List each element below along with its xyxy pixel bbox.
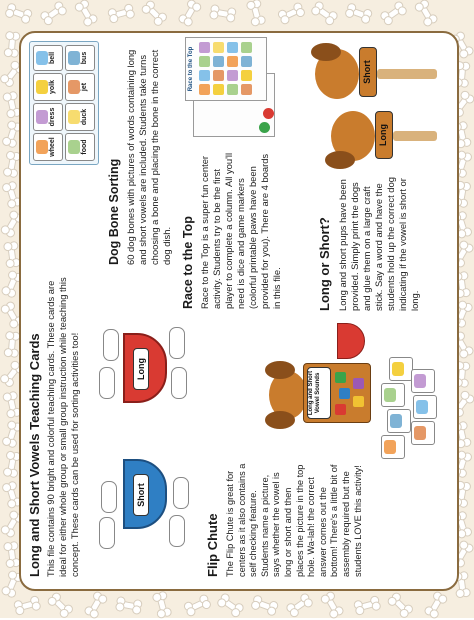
bone-card	[103, 329, 119, 361]
board-title: Race to the Top	[188, 46, 194, 92]
pup-ear	[311, 43, 341, 61]
bone-decoration	[251, 596, 279, 613]
picture-card	[411, 369, 435, 393]
picture-card	[413, 395, 437, 419]
word-card-food: food	[65, 133, 95, 161]
chute-body: The Flip Chute is great for centers as it also contains a self checking feature. Students name a picture, says whether the vowel is long or short and then places the picture in the top hole. Wa-lah! the correct answer comes out the bottom! There's a little bit of assembly required but the students LOVE this activity!	[225, 463, 363, 577]
chute-label: Long and Short Vowel Sounds	[307, 367, 331, 419]
bone-card	[169, 327, 185, 359]
bone-decoration	[457, 361, 468, 388]
bone-card	[173, 477, 189, 509]
bone-decoration	[389, 592, 414, 617]
word-card-dress: dress	[33, 103, 63, 131]
bone-decoration	[107, 5, 134, 20]
bone-title: Dog Bone Sorting	[107, 158, 121, 265]
bone-decoration	[209, 6, 236, 19]
dog-ear	[265, 361, 295, 379]
bone-decoration	[85, 591, 106, 618]
word-card-wheel: wheel	[33, 133, 63, 161]
bone-decoration	[457, 61, 468, 88]
paw-print	[339, 388, 350, 399]
race-body: Race to the Top is a super fun center activity. Students try to be the first player to complete a column. All you'll need is dice and game markers (colorful printable paws have been provided for you). There are 4 boards in this file.	[199, 152, 282, 309]
bone-body: 60 dog bones with pictures of words containing long and short vowels are included. Students take turns choosing a bone and placing the bone in the correct dog dish.	[125, 49, 172, 265]
board-cell	[199, 42, 210, 53]
bone-decoration	[7, 541, 19, 568]
board-cell	[199, 56, 210, 67]
bone-decoration	[277, 3, 304, 22]
cards-title: Long and Short Vowels Teaching Cards	[27, 333, 42, 577]
craft-stick	[393, 131, 437, 141]
bone-card	[99, 367, 115, 399]
teaching-cards-graphic	[29, 41, 99, 165]
cards-body: This file contains 90 bright and colorful teaching cards. These cards are ideal for either whole group or small group instruction while teaching this concept. These cards can be used for sorting activities too!	[45, 277, 80, 577]
picture-card	[381, 383, 405, 407]
bone-decoration	[417, 0, 438, 26]
paw-marker	[259, 122, 270, 133]
paw-print	[353, 396, 364, 407]
craft-stick	[377, 69, 437, 79]
board-cell	[241, 84, 252, 95]
bone-decoration	[345, 4, 373, 21]
word-card-bell: bell	[33, 45, 63, 71]
pups-title: Long or Short?	[317, 217, 332, 311]
board-cell	[241, 56, 252, 67]
bone-decoration	[7, 331, 18, 358]
long-bowl-label: Long	[133, 348, 149, 390]
board-cell	[199, 84, 210, 95]
bone-decoration	[7, 241, 19, 268]
bone-decoration	[249, 0, 264, 26]
chute-dog-graphic	[247, 319, 377, 449]
rotated-content	[21, 33, 457, 589]
bone-decoration	[183, 595, 210, 614]
bone-decoration	[380, 1, 406, 23]
dog-ear	[265, 411, 295, 429]
bone-decoration	[7, 31, 18, 58]
bone-card	[169, 515, 185, 547]
chute-bowl	[337, 323, 365, 359]
bowls-graphic	[99, 319, 194, 549]
chute-title: Flip Chute	[205, 513, 220, 577]
race-boards-graphic	[185, 37, 277, 137]
bone-card	[171, 367, 187, 399]
paw-print	[335, 404, 346, 415]
bone-decoration	[425, 591, 446, 618]
bone-decoration	[6, 451, 19, 478]
picture-card	[389, 357, 413, 381]
bone-decoration	[218, 593, 244, 615]
word-card-jet: jet	[65, 73, 95, 101]
board-cell	[227, 56, 238, 67]
bone-card	[101, 481, 117, 513]
bone-decoration	[286, 593, 312, 615]
picture-card	[411, 421, 435, 445]
board-cell	[241, 70, 252, 81]
word-card-yolk: yolk	[33, 73, 63, 101]
paw-print	[353, 378, 364, 389]
bone-decoration	[77, 0, 98, 26]
board-cell	[199, 70, 210, 81]
bone-decoration	[353, 597, 380, 612]
board-cell	[227, 42, 238, 53]
word-card-bus: bus	[65, 45, 95, 71]
bone-decoration	[312, 1, 338, 23]
bone-decoration	[49, 592, 74, 617]
pups-body: Long and short pups have been provided. Simply print the dogs and glue them on a large craft stick. Say a word and have the students hold up the correct dog indicating if the vowel is short or long.	[337, 177, 420, 311]
word-card-duck: duck	[65, 103, 95, 131]
paw-print	[335, 372, 346, 383]
bone-decoration	[40, 1, 66, 23]
bone-decoration	[179, 0, 200, 26]
chute-cards	[381, 329, 441, 459]
picture-card	[387, 409, 411, 433]
board-cell	[213, 84, 224, 95]
race-title: Race to the Top	[181, 216, 195, 309]
board-cell	[227, 70, 238, 81]
bone-decoration	[5, 4, 33, 21]
bone-decoration	[115, 598, 142, 611]
board-cell	[227, 84, 238, 95]
bone-decoration	[155, 591, 170, 618]
board-cell	[241, 42, 252, 53]
pup-ear	[325, 151, 355, 169]
bone-card	[99, 517, 115, 549]
short-bowl-label: Short	[133, 474, 149, 516]
content-card	[19, 31, 459, 591]
pups-graphic	[311, 39, 441, 169]
bone-decoration	[323, 591, 344, 618]
paw-marker	[263, 108, 274, 119]
picture-card	[381, 435, 405, 459]
bone-decoration	[6, 151, 19, 178]
game-board	[185, 37, 267, 101]
board-cell	[213, 70, 224, 81]
bone-decoration	[143, 0, 168, 25]
long-sign: Long	[375, 111, 393, 159]
board-cell	[213, 56, 224, 67]
board-cell	[213, 42, 224, 53]
bone-decoration	[13, 597, 40, 612]
short-sign: Short	[359, 47, 377, 97]
